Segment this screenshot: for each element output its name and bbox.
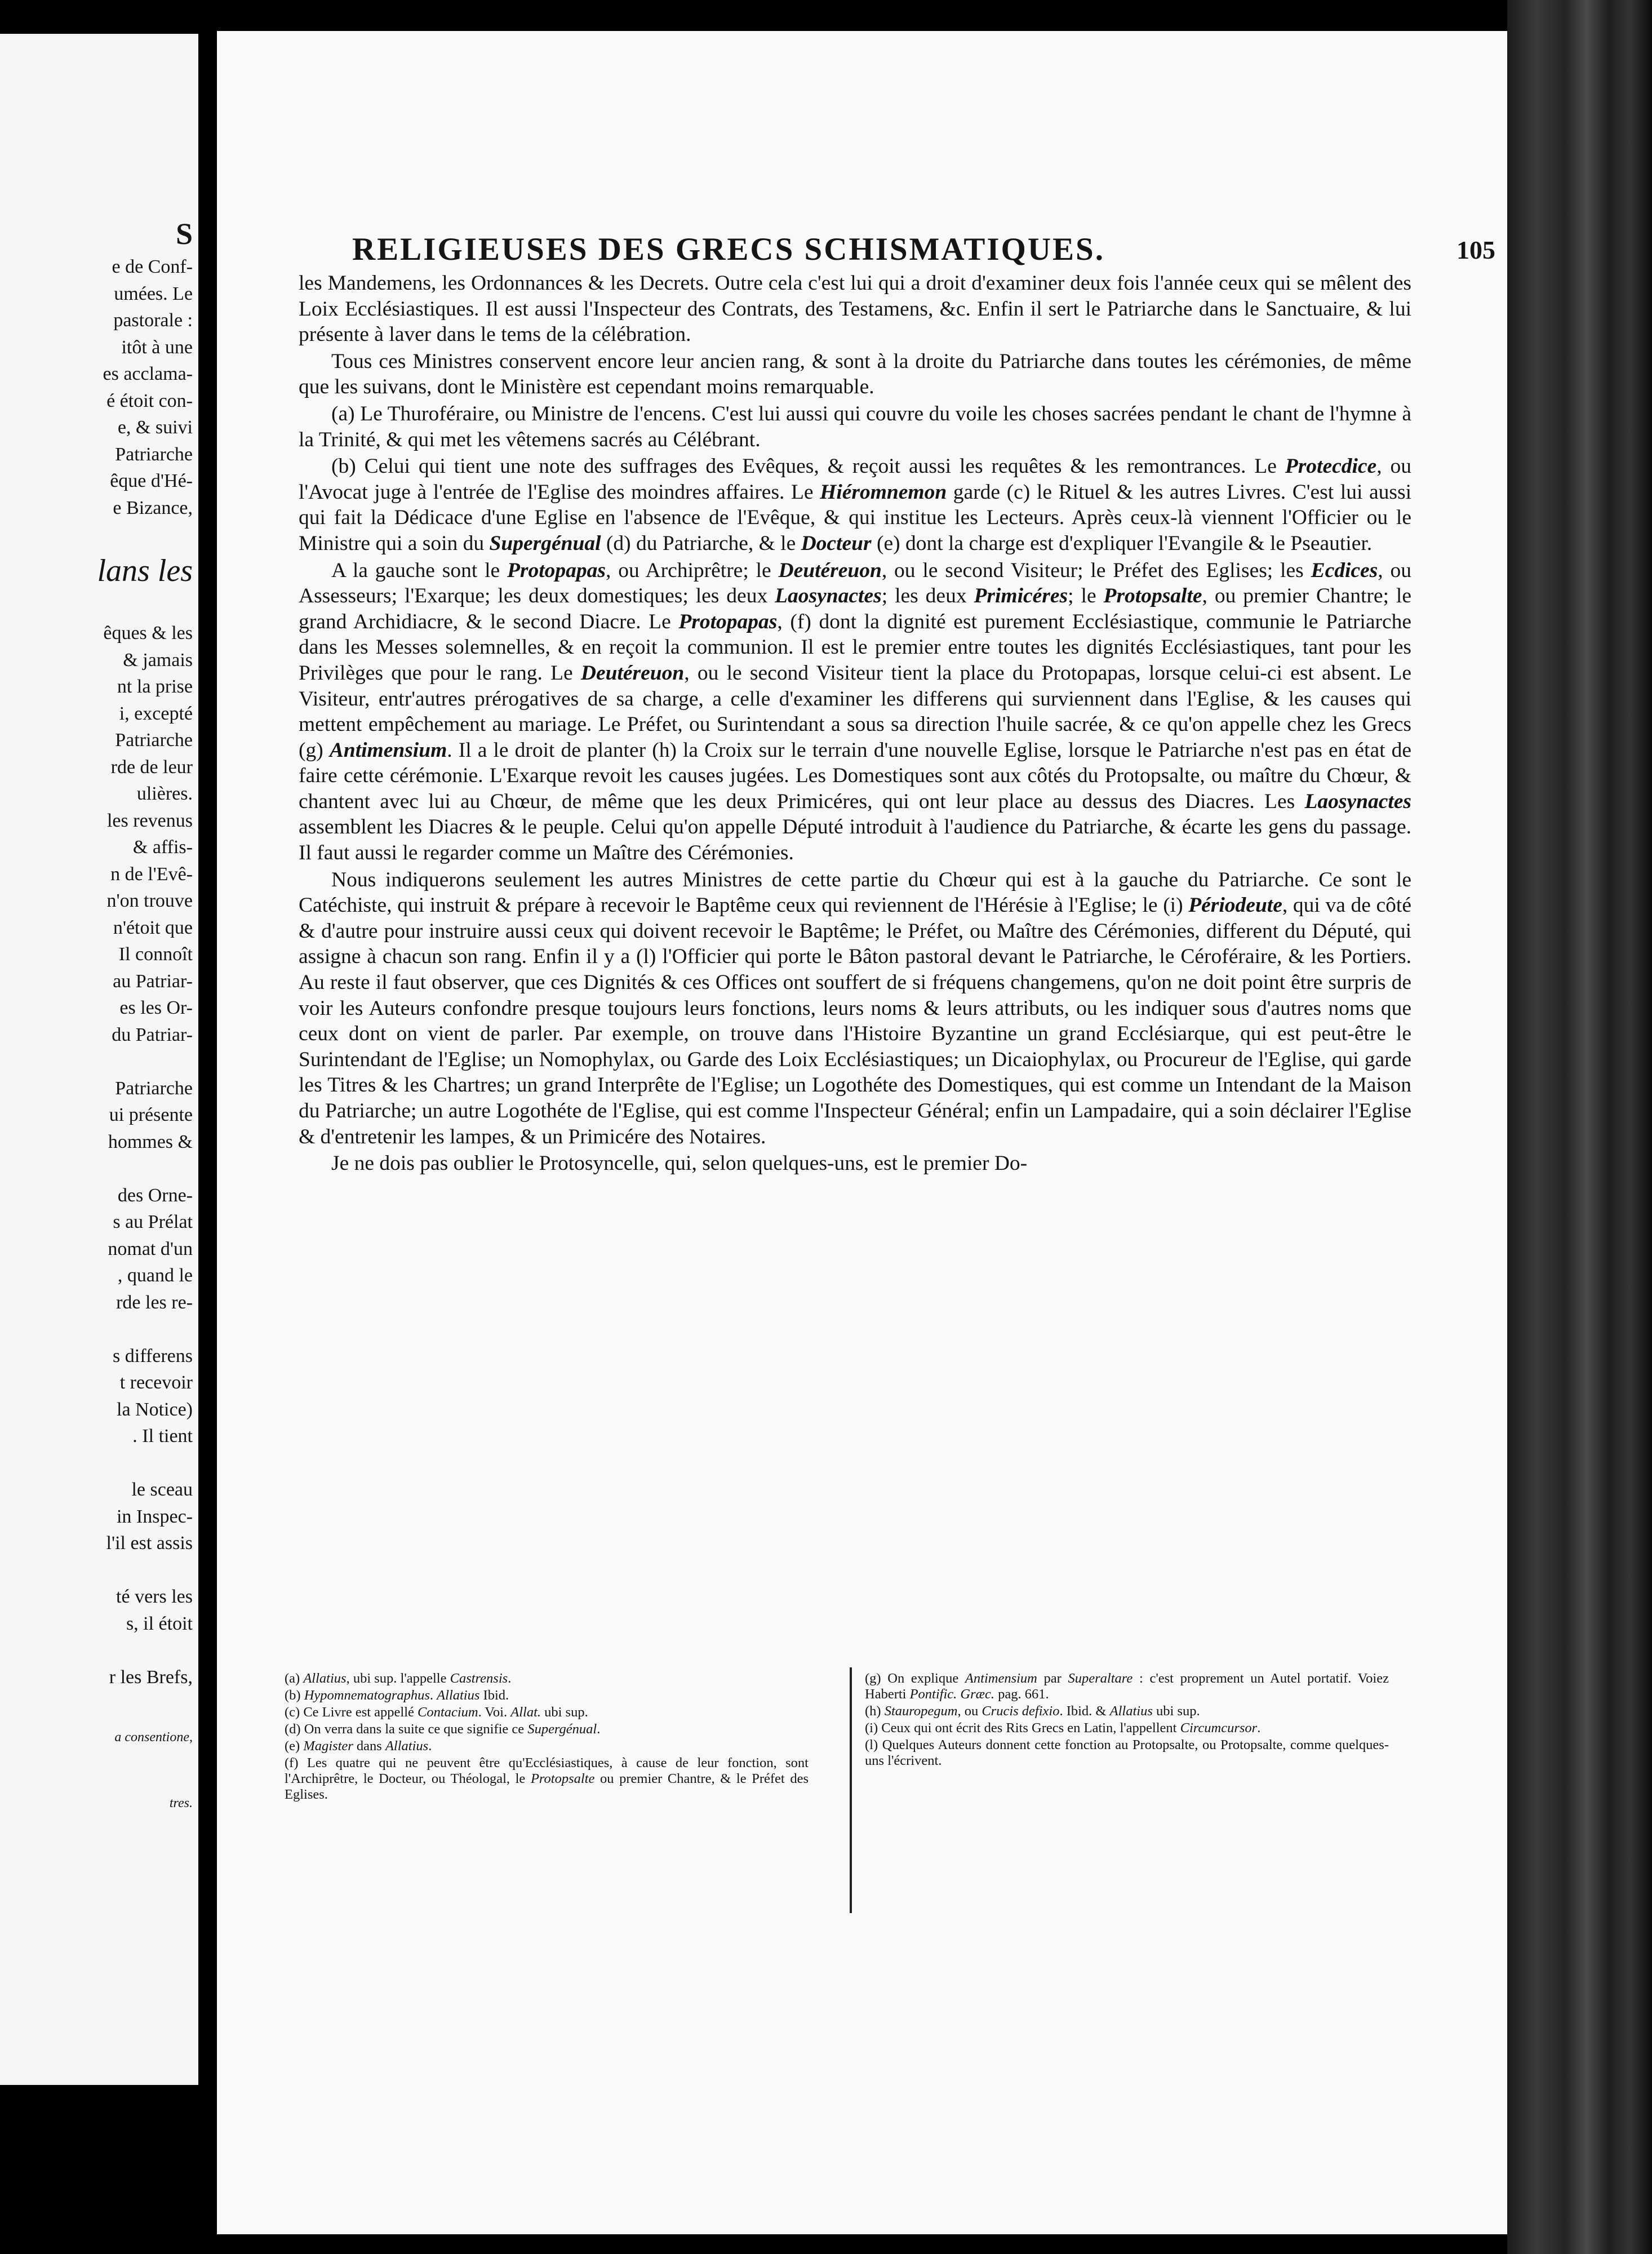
text-run: (i) Ceux qui ont écrit des Rits Grecs en Latin, l'appellent (865, 1720, 1180, 1736)
italic-term: Hypomnematographus (304, 1688, 430, 1703)
left-page-line: du Patriar- (112, 1024, 193, 1045)
italic-term: Protopsalte (530, 1771, 595, 1786)
text-run: (g) On explique (865, 1671, 965, 1686)
text-run: ubi sup. (1152, 1703, 1200, 1719)
italic-term: Stauropegum (884, 1703, 958, 1719)
left-page-line (0, 521, 198, 548)
italic-term: Allatius (1109, 1703, 1153, 1719)
text-run: (b) (285, 1688, 304, 1703)
text-run: , ou le second Visiteur; le Préfet des Eglises; les (881, 558, 1311, 582)
left-page-line: ulières. (136, 783, 193, 804)
left-page-line: rde de leur (110, 756, 193, 778)
text-run: assemblent les Diacres & le peuple. Celui qu'on appelle Député introduit à l'audience du Patriarche, & écarte les gens du passage. Il faut aussi le regarder comme un Maître des Cérémonies. (299, 815, 1411, 865)
left-page-line (0, 593, 198, 620)
left-page-line: es acclama- (103, 363, 193, 384)
text-run: (e) dont la charge est d'expliquer l'Evangile & le Pseautier. (871, 531, 1373, 555)
page-number: 105 (1456, 236, 1495, 264)
left-page-line: êques & les (103, 623, 193, 644)
left-page-line: nt la prise (117, 676, 193, 697)
left-page-line (0, 1637, 198, 1664)
left-page-line: nomat d'un (108, 1238, 193, 1259)
text-run: , ubi sup. l'appelle (346, 1671, 450, 1686)
text-run: , qui va de côté & d'autre pour instruire aussi ceux qui doivent recevoir le Baptême; le Préfet, ou Maître des Cérémonies, different du Député, qui assigne à chacun son rang. Enfin il y a (l) l'Officier qui porte le Bâton pastoral devant le Patriarche, le Céroféraire, & les Portiers. Au reste il faut observer, que ces Dignités & ces Offices ont souffert de si fréquens changemens, qu'on ne doit point être surpris de voir les Auteurs confondre presque toujours leurs fonctions, leurs noms & leurs attributs, ou les indiquer sous d'autres noms que ceux dont on vient de parler. Par exemple, on trouve dans l'Histoire Byzantine un grand Ecclésiarque, qui est peut-être le Surintendant de l'Eglise; un Nomophylax, ou Garde des Loix Ecclésiastiques; un Dicaiophylax, ou Procureur de l'Eglise, qui garde les Titres & les Chartres; un grand Interprête de l'Eglise; un Logothéte des Domestiques, qui est comme un Intendant de la Maison du Patriarche; un autre Logothéte de l'Eglise, qui est comme l'Inspecteur Général; enfin un Lampadaire, qui a soin déclairer l'Eglise & d'entretenir les lampes, & un Primicére des Notaires. (299, 894, 1411, 1148)
left-page-line: rde les re- (116, 1292, 193, 1313)
text-run: . (428, 1738, 432, 1754)
text-run: (e) (285, 1738, 304, 1754)
text-run: . (1257, 1720, 1261, 1736)
left-page-line: êque d'Hé- (110, 471, 193, 491)
left-page-text (0, 214, 198, 1823)
text-run: : c'est proprement un Autel portatif. Voiez Haberti (865, 1671, 1389, 1702)
text-run: (b) Celui qui tient une note des suffrages des Evêques, & reçoit aussi les requêtes & les remontrances. Le (331, 455, 1285, 478)
italic-term: Laosynactes (775, 584, 882, 608)
footnote (285, 1705, 809, 1720)
page-edge (198, 0, 217, 2254)
book-gutter (1507, 0, 1652, 2254)
paragraph (299, 349, 1411, 400)
italic-term: Superaltare (1068, 1671, 1133, 1686)
left-page-line (0, 1316, 198, 1343)
left-page-line (0, 1048, 198, 1075)
left-page-line: le sceau (131, 1479, 193, 1500)
italic-term: Allat. (510, 1705, 541, 1720)
italic-term: Supergénual (527, 1721, 597, 1737)
text-run: , ou (957, 1703, 982, 1719)
running-head: RELIGIEUSES DES GRECS SCHISMATIQUES. (352, 232, 1105, 267)
paragraph (299, 454, 1411, 556)
italic-term: Castrensis (450, 1671, 508, 1686)
left-page-line: Patriarche (115, 730, 193, 751)
left-page-line: e de Conf- (112, 256, 193, 277)
text-run: . (508, 1671, 512, 1686)
text-run: , ou l'Avocat juge à l'entrée de l'Eglise des moindres affaires. Le (299, 455, 1411, 504)
left-page-line: r les Brefs, (109, 1666, 193, 1688)
text-run: (c) Ce Livre est appellé (285, 1705, 418, 1720)
left-page-line: té vers les (116, 1586, 193, 1607)
italic-term: Circumcursor (1180, 1720, 1258, 1736)
text-run: par (1037, 1671, 1068, 1686)
left-page-line: a consentione, (114, 1729, 193, 1745)
text-run: . Il a le droit de planter (h) la Croix sur le terrain d'une nouvelle Eglise, lorsque le Patriarche n'est pas en état de faire cette cérémonie. L'Exarque revoit les causes jugées. Les Domestiques sont aux côtés du Protopsalte, ou maître du Chœur, & chantent avec lui au Chœur, de même que les deux Primicéres, qui ont leur place au dessus des Diacres. Les (299, 738, 1411, 813)
text-run: , ou le second Visiteur tient la place du Protopapas, lorsque celui-ci est absent. Le Visiteur, entr'autres prérogatives de sa charge, a celle d'examiner les differens qui surviennent dans l'Eglise, & les causes qui mettent empêchement au mariage. Le Préfet, ou Surintendant a sous sa direction l'huile sacrée, & ce qu'on appelle chez les Grecs (g) (299, 661, 1411, 762)
italic-term: Allatius (385, 1738, 429, 1754)
left-page-line: au Patriar- (113, 970, 193, 992)
left-page-line: Il connoît (118, 944, 193, 965)
text-run: (h) (865, 1703, 885, 1719)
italic-term: Protecdice (1285, 455, 1377, 478)
left-page-line: . Il tient (132, 1426, 193, 1447)
text-run: Ibid. (479, 1688, 509, 1703)
italic-term: Crucis defixio (982, 1703, 1060, 1719)
italic-term: Deutéreuon (778, 558, 882, 582)
footnotes (285, 1671, 1423, 1913)
text-run: (a) Le Thuroféraire, ou Ministre de l'encens. C'est lui aussi qui couvre du voile les choses sacrées pendant le chant de l'hymne à la Trinité, & qui met les vêtemens sacrés au Célébrant. (299, 402, 1411, 451)
text-run: , ou premier Chantre; le grand Archidiacre, & le second Diacre. Le (299, 584, 1411, 633)
left-page-line: umées. Le (114, 283, 193, 304)
italic-term: Primicéres (974, 584, 1068, 608)
left-page-line: ui présente (109, 1104, 193, 1125)
italic-term: Protopsalte (1103, 584, 1202, 608)
left-page-line: itôt à une (121, 336, 193, 358)
text-run: . Voi. (478, 1705, 511, 1720)
left-page-line: & affis- (132, 837, 193, 858)
italic-term: Antimensium (965, 1671, 1037, 1686)
left-page-line: n'étoit que (113, 917, 193, 938)
italic-term: Supergénual (489, 531, 601, 555)
left-page-line: e, & suivi (117, 417, 193, 438)
left-page-line: s, il étoit (126, 1613, 193, 1634)
italic-term: Contacium (418, 1705, 478, 1720)
paragraph (299, 867, 1411, 1150)
text-run: les Mandemens, les Ordonnances & les Decrets. Outre cela c'est lui qui a droit d'examiner deux fois l'année ceux qui se mêlent des Loix Ecclésiastiques. Il est aussi l'Inspecteur des Contrats, des Testamens, &c. Enfin il sert le Patriarche dans le Sanctuaire, & lui présente à laver dans le tems de la célébration. (299, 272, 1411, 347)
left-page-line: s au Prélat (113, 1212, 193, 1232)
text-run: garde (c) le Rituel & les autres Livres. C'est lui aussi qui fait la Dédicace d'une Eglise en l'absence de l'Evêque, & qui institue les Lecteurs. Après ceux-là viennent l'Officier ou le Ministre qui a soin du (299, 480, 1411, 555)
left-page-line: s differens (113, 1345, 193, 1366)
italic-term: Antimensium (329, 738, 447, 762)
footnote (285, 1738, 809, 1754)
left-page-line: i, excepté (119, 703, 193, 724)
footnote (285, 1755, 809, 1803)
footnote-divider (850, 1667, 852, 1913)
left-page-line: , quand le (117, 1265, 193, 1286)
left-page-line: es les Or- (119, 997, 193, 1018)
text-run: Je ne dois pas oublier le Protosyncelle, qui, selon quelques-uns, est le premier Do- (331, 1152, 1028, 1175)
italic-term: Pontific. Græc. (909, 1687, 994, 1702)
text-run: ; les deux (881, 584, 974, 608)
text-run: (l) Quelques Auteurs donnent cette fonction au Protopsalte, ou Protopsalte, comme quelques-uns l'écrivent. (865, 1737, 1389, 1768)
text-run: (d) du Patriarche, & le (601, 531, 801, 555)
text-run: (d) On verra dans la suite ce que signifie ce (285, 1721, 528, 1737)
main-page (217, 31, 1507, 2234)
italic-term: Docteur (801, 531, 872, 555)
italic-term: Périodeute (1188, 894, 1282, 917)
left-page-line: n de l'Evê- (110, 863, 193, 885)
left-page-line: é étoit con- (106, 390, 193, 411)
paragraph (299, 558, 1411, 866)
footnote (285, 1721, 809, 1737)
italic-term: Deutéreuon (580, 661, 685, 685)
footnote (285, 1671, 809, 1687)
text-run: (f) Les quatre qui ne peuvent être qu'Ecclésiastiques, à cause de leur fonction, sont l'Archiprêtre, le Docteur, ou Théologal, le (285, 1755, 809, 1786)
text-run: ; le (1068, 584, 1104, 608)
text-run: Tous ces Ministres conservent encore leur ancien rang, & sont à la droite du Patriarche dans toutes les cérémonies, de même que les suivans, dont le Ministère est cependant moins remarquable. (299, 349, 1411, 399)
text-run: , (f) dont la dignité est purement Ecclésiastique, communie le Patriarche dans les Messes solemnelles, & en reçoit la communion. Il est le premier entre toutes les dignités Ecclésiastiques, tant pour les Privilèges que pour le rang. Le (299, 610, 1411, 685)
footnotes-left-column (285, 1671, 809, 1804)
text-run: . (597, 1721, 601, 1737)
left-page-line: & jamais (123, 649, 193, 671)
text-run: , ou Assesseurs; l'Exarque; les deux domestiques; les deux (299, 558, 1411, 608)
italic-term: Magister (303, 1738, 353, 1754)
text-run: ou premier Chantre, & le Préfet des Eglises. (285, 1771, 809, 1802)
text-run: pag. 661. (994, 1687, 1049, 1702)
left-page-line: n'on trouve (106, 890, 193, 911)
text-run: . (429, 1688, 437, 1703)
left-page-line: pastorale : (113, 310, 193, 331)
italic-term: Hiéromnemon (820, 480, 947, 504)
footnote (865, 1671, 1389, 1702)
text-run: (a) (285, 1671, 304, 1686)
text-run: ubi sup. (541, 1705, 588, 1720)
left-page-line (0, 1450, 198, 1477)
left-page-line: Patriarche (115, 1077, 193, 1099)
italic-term: Laosynactes (1304, 789, 1411, 813)
text-run: dans (353, 1738, 385, 1754)
left-page-line (0, 1757, 198, 1784)
left-page-fragment (0, 34, 198, 2085)
left-page-line: hommes & (108, 1131, 193, 1152)
left-page-line: in Inspec- (116, 1506, 193, 1527)
italic-term: Allatius (437, 1688, 480, 1703)
italic-term: Ecdices (1311, 558, 1378, 582)
left-page-line: l'il est assis (106, 1533, 193, 1554)
footnotes-right-column (865, 1671, 1389, 1770)
left-page-line (0, 1557, 198, 1584)
paragraph (299, 401, 1411, 452)
italic-term: Allatius (303, 1671, 347, 1686)
paragraph (299, 270, 1411, 348)
left-page-line (0, 1155, 198, 1182)
text-run: , ou Archiprêtre; le (606, 558, 779, 582)
italic-term: Protopapas (678, 610, 778, 633)
left-page-line: la Notice) (117, 1399, 193, 1420)
left-page-line: S (175, 217, 193, 251)
footnote (865, 1703, 1389, 1719)
footnote (285, 1688, 809, 1703)
left-page-line: les revenus (106, 810, 193, 831)
text-run: A la gauche sont le (331, 558, 508, 582)
left-page-line: e Bizance, (113, 497, 193, 518)
footnote (865, 1737, 1389, 1769)
left-page-line: des Orne- (117, 1184, 193, 1206)
text-run: Nous indiquerons seulement les autres Ministres de cette partie du Chœur qui est à la gauche du Patriarche. Ce sont le Catéchiste, qui instruit & prépare à recevoir le Baptême ceux qui reviennent de l'Hérésie à l'Eglise; le (i) (299, 868, 1411, 917)
left-page-line: lans les (97, 553, 193, 588)
paragraph (299, 1151, 1411, 1177)
text-run: . Ibid. & (1059, 1703, 1110, 1719)
left-page-line (0, 1690, 198, 1718)
left-page-line: Patriarche (115, 443, 193, 465)
left-page-line: tres. (169, 1796, 193, 1811)
body-text (299, 270, 1411, 1177)
italic-term: Protopapas (507, 558, 606, 582)
left-page-line: t recevoir (119, 1372, 193, 1393)
footnote (865, 1720, 1389, 1736)
